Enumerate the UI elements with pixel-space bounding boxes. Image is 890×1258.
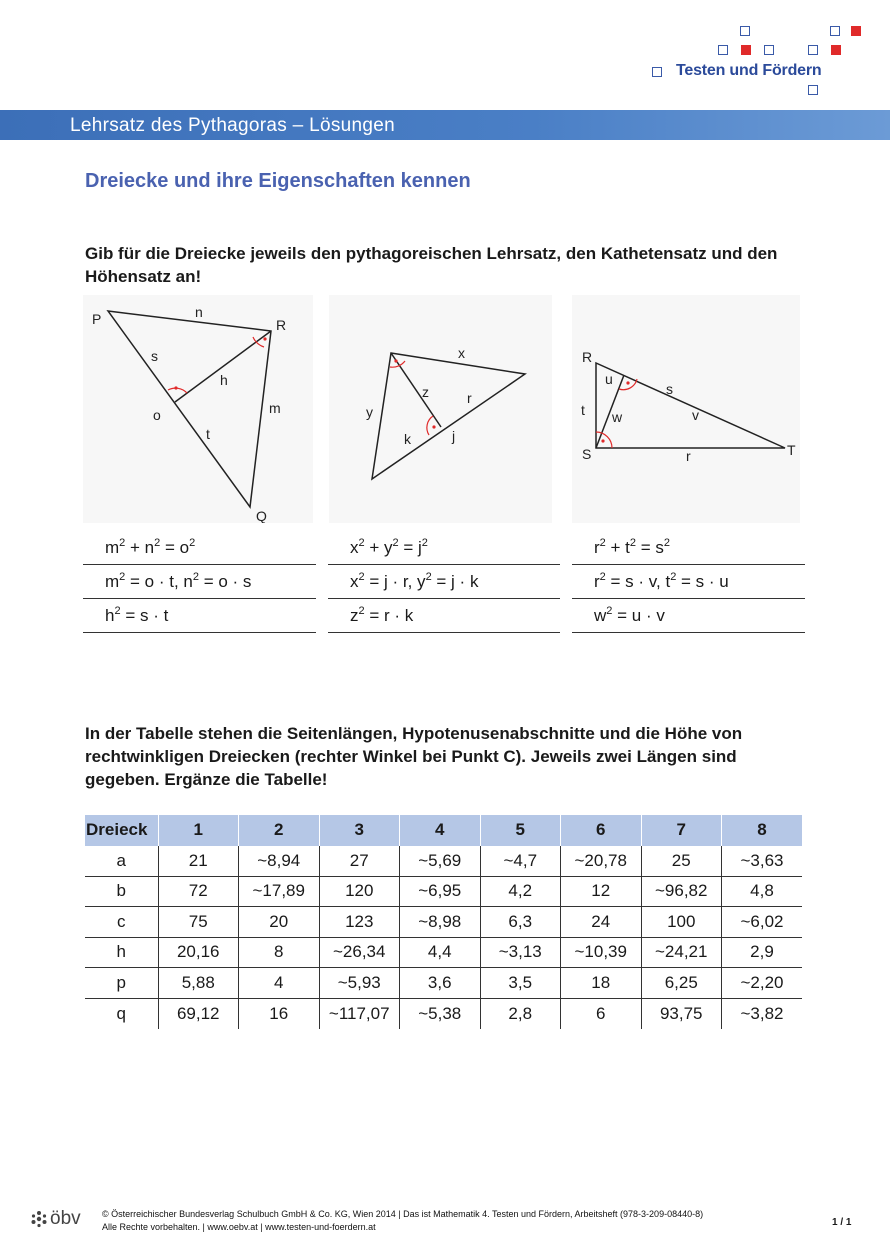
label-P: P (92, 311, 102, 327)
table-cell: ~96,82 (641, 876, 722, 907)
table-cell: b (85, 876, 158, 907)
table-cell: ~3,13 (480, 937, 561, 968)
table-row (85, 846, 802, 877)
table-cell: 20,16 (158, 937, 239, 968)
table-cell: a (85, 846, 158, 877)
logo-square (830, 26, 840, 36)
triangle-figure-2 (329, 295, 552, 523)
table-cell: 4,4 (400, 937, 481, 968)
table-cell: 2,8 (480, 998, 561, 1029)
label-w: w (612, 409, 623, 425)
table-cell: 2,9 (722, 937, 803, 968)
formula-hoehensatz-1: $h^2 = s \cdot t$ (83, 599, 316, 633)
table-cell: 12 (561, 876, 642, 907)
table-cell: 6,3 (480, 907, 561, 938)
label-Q: Q (256, 508, 267, 523)
brand-name: Testen und Fördern (676, 62, 822, 79)
table-cell: 69,12 (158, 998, 239, 1029)
table-cell: 100 (641, 907, 722, 938)
table-cell: ~20,78 (561, 846, 642, 877)
table-row (85, 998, 802, 1029)
table-cell: ~117,07 (319, 998, 400, 1029)
brand-logo (640, 18, 880, 103)
table-cell: ~4,7 (480, 846, 561, 877)
table-header-cell: 4 (400, 815, 481, 846)
table-cell: ~5,93 (319, 968, 400, 999)
task-2-instruction: In der Tabelle stehen die Seitenlängen, Hypotenusenabschnitte und die Höhe von rechtwinkligen Dreiecken (rechter Winkel bei Punkt C). Jeweils zwei Längen sind gegeben. Ergänze die Tabelle! (85, 724, 743, 789)
table-cell: ~10,39 (561, 937, 642, 968)
table-cell: ~24,21 (641, 937, 722, 968)
publisher-logo: öbv (50, 1208, 81, 1229)
label-u: u (605, 371, 613, 387)
logo-square (740, 26, 750, 36)
triangle-1-drawing (83, 295, 313, 523)
formula-kathetensatz-3: $r^2 = s \cdot v$, $t^2 = s \cdot u$ (572, 565, 805, 599)
label-h: h (220, 372, 228, 388)
table-cell: 75 (158, 907, 239, 938)
label-T: T (787, 442, 796, 458)
logo-square (808, 85, 818, 95)
label-t: t (206, 426, 210, 442)
task-1-instruction: Gib für die Dreiecke jeweils den pythagoreischen Lehrsatz, den Kathetensatz und den Höhensatz an! (85, 244, 778, 286)
table-row (85, 968, 802, 999)
table-cell: 21 (158, 846, 239, 877)
formula-hoehensatz-3: $w^2 = u \cdot v$ (572, 599, 805, 633)
logo-square (652, 67, 662, 77)
table-cell: 25 (641, 846, 722, 877)
table-header-cell: Dreieck (85, 815, 158, 846)
label-r: r (686, 448, 691, 464)
label-z: z (422, 384, 429, 400)
table-row (85, 907, 802, 938)
publisher-logo-icon (30, 1210, 48, 1228)
table-cell: ~8,98 (400, 907, 481, 938)
table-cell: h (85, 937, 158, 968)
table-cell: 4 (239, 968, 320, 999)
page-number: 1 / 1 (832, 1217, 852, 1228)
table-cell: 6,25 (641, 968, 722, 999)
label-x: x (458, 345, 465, 361)
label-y: y (366, 404, 373, 420)
section-title: Dreiecke und ihre Eigenschaften kennen (85, 170, 471, 192)
label-s: s (666, 381, 673, 397)
table-header-cell: 6 (561, 815, 642, 846)
table-cell: ~8,94 (239, 846, 320, 877)
table-header-cell: 5 (480, 815, 561, 846)
footer-line-2: Alle Rechte vorbehalten. | www.oebv.at | www.testen-und-foerdern.at (102, 1221, 376, 1232)
formula-pythagoras-3: $r^2 + t^2 = s^2$ (572, 531, 805, 565)
table-row (85, 937, 802, 968)
triangle-2-drawing (329, 295, 552, 523)
table-header-row (85, 815, 802, 846)
table-cell: 24 (561, 907, 642, 938)
table-cell: p (85, 968, 158, 999)
table-cell: 72 (158, 876, 239, 907)
table-cell: 4,8 (722, 876, 803, 907)
table-row (85, 876, 802, 907)
table-cell: 3,6 (400, 968, 481, 999)
table-cell: 8 (239, 937, 320, 968)
label-j: j (452, 428, 456, 444)
footer-line-1: © Österreichischer Bundesverlag Schulbuch GmbH & Co. KG, Wien 2014 | Das ist Mathematik 4. Testen und Fördern, Arbeitsheft (978-3-209-08440-8) (102, 1209, 704, 1219)
title-banner (0, 110, 890, 140)
table-cell: 27 (319, 846, 400, 877)
table-cell: 120 (319, 876, 400, 907)
formula-kathetensatz-2: $x^2 = j \cdot r$, $y^2 = j \cdot k$ (328, 565, 560, 599)
triangle-figure-1 (83, 295, 313, 523)
triangle-3-drawing (572, 295, 800, 523)
table-header-cell: 2 (239, 815, 320, 846)
table-header-cell: 3 (319, 815, 400, 846)
table-cell: ~5,69 (400, 846, 481, 877)
formula-kathetensatz-1: $m^2 = o \cdot t$, $n^2 = o \cdot s$ (83, 565, 316, 599)
table-cell: 20 (239, 907, 320, 938)
label-s: s (151, 348, 158, 364)
label-r: r (467, 390, 472, 406)
table-cell: ~26,34 (319, 937, 400, 968)
table-cell: ~6,02 (722, 907, 803, 938)
logo-square-red (851, 26, 861, 36)
label-S: S (582, 446, 592, 462)
triangle-figure-3 (572, 295, 800, 523)
label-R: R (276, 317, 287, 333)
table-cell: ~6,95 (400, 876, 481, 907)
label-v: v (692, 407, 699, 423)
table-header-cell: 1 (158, 815, 239, 846)
table-cell: ~3,63 (722, 846, 803, 877)
formula-pythagoras-1: $m^2 + n^2 = o^2$ (83, 531, 316, 565)
table-cell: ~2,20 (722, 968, 803, 999)
footer-copyright (102, 1208, 703, 1233)
label-m: m (269, 400, 281, 416)
label-o: o (153, 407, 161, 423)
label-n: n (195, 304, 203, 320)
page-title: Lehrsatz des Pythagoras – Lösungen (70, 115, 395, 136)
table-cell: 93,75 (641, 998, 722, 1029)
table-header-cell: 8 (722, 815, 803, 846)
label-k: k (404, 431, 411, 447)
table-cell: 3,5 (480, 968, 561, 999)
table-cell: 18 (561, 968, 642, 999)
formula-pythagoras-2: $x^2 + y^2 = j^2$ (328, 531, 560, 565)
table-cell: ~17,89 (239, 876, 320, 907)
logo-square-red (741, 45, 751, 55)
formula-hoehensatz-2: $z^2 = r \cdot k$ (328, 599, 560, 633)
logo-square (764, 45, 774, 55)
table-cell: ~3,82 (722, 998, 803, 1029)
table-cell: 16 (239, 998, 320, 1029)
table-cell: c (85, 907, 158, 938)
table-cell: 4,2 (480, 876, 561, 907)
table-cell: 123 (319, 907, 400, 938)
label-t: t (581, 402, 585, 418)
table-cell: ~5,38 (400, 998, 481, 1029)
table-header-cell: 7 (641, 815, 722, 846)
table-cell: 6 (561, 998, 642, 1029)
table-cell: q (116, 1003, 126, 1023)
table-cell: 5,88 (158, 968, 239, 999)
label-R: R (582, 349, 593, 365)
logo-square-red (831, 45, 841, 55)
logo-square (718, 45, 728, 55)
triangle-table (85, 815, 802, 1029)
logo-square (808, 45, 818, 55)
